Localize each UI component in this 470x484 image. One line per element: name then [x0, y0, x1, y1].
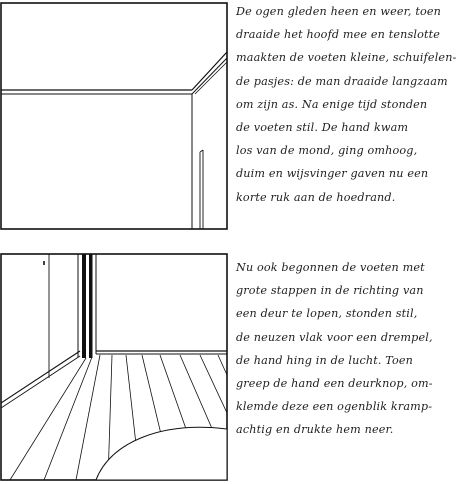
text-line: korte ruk aan de hoedrand.	[236, 190, 396, 204]
text-line: draaide het hoofd mee en tenslotte	[236, 28, 441, 42]
text-line: de hand hing in de lucht. Toen	[236, 353, 414, 367]
text-line: Nu ook begonnen de voeten met	[236, 261, 425, 274]
illustration-room-doorway	[0, 253, 228, 481]
narrative-text-2	[236, 256, 466, 442]
room-doorway-drawing	[0, 253, 228, 481]
text-line: de voeten stil. De hand kwam	[236, 121, 409, 135]
text-line: de neuzen vlak voor een drempel,	[236, 330, 433, 344]
text-line: los van de mond, ging omhoog,	[236, 144, 418, 158]
text-line: De ogen gleden heen en weer, toen	[236, 5, 441, 18]
text-line: om zijn as. Na enige tijd stonden	[236, 97, 428, 111]
room-corner-drawing	[0, 2, 228, 230]
text-line: grote stappen in de richting van	[236, 284, 424, 298]
text-line: de pasjes: de man draaide langzaam	[236, 74, 448, 88]
text-line: greep de hand een deurknop, om-	[236, 377, 433, 391]
text-line: duim en wijsvinger gaven nu een	[236, 167, 429, 181]
text-line: maakten de voeten kleine, schuifelen-	[236, 51, 457, 65]
narrative-text-1	[236, 0, 466, 209]
text-line: achtig en drukte hem neer.	[236, 423, 394, 437]
text-line: klemde deze een ogenblik kramp-	[236, 400, 433, 414]
text-line: een deur te lopen, stonden stil,	[236, 307, 418, 321]
illustration-room-corner	[0, 2, 228, 230]
